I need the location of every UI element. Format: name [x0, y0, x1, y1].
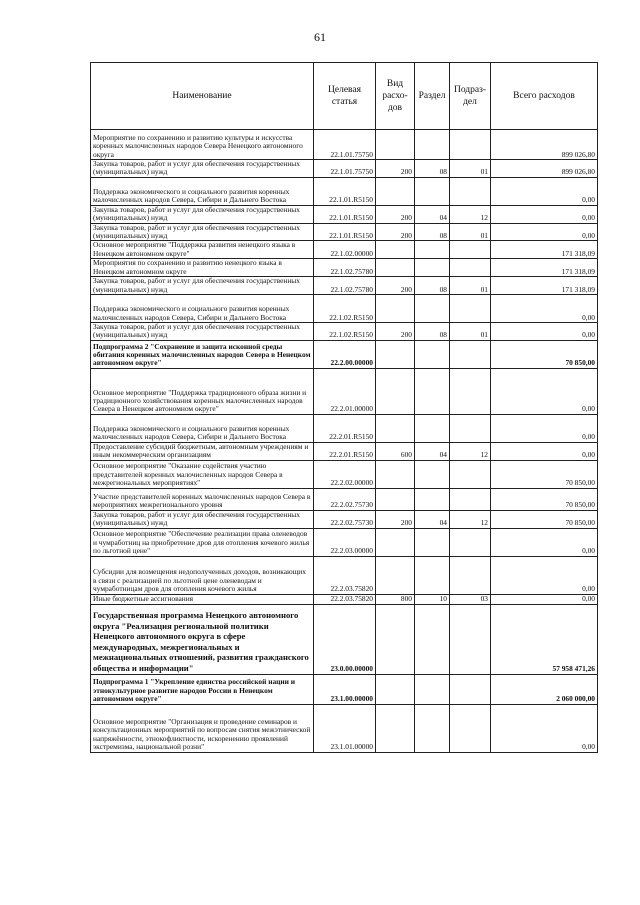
header-razdel: Раздел — [415, 63, 450, 130]
row-vid-cell: 800 — [376, 594, 415, 604]
row-total-cell: 70 850,00 — [491, 460, 598, 488]
row-podrazdel-cell: 12 — [450, 510, 491, 528]
table-row — [91, 241, 598, 259]
row-podrazdel-cell — [450, 704, 491, 752]
row-code-cell: 22.2.02.75730 — [314, 488, 376, 510]
row-name-cell: Предоставление субсидий бюджетным, автономным учреждениям и иным некоммерческим организациям — [91, 442, 314, 460]
row-name-cell: Закупка товаров, работ и услуг для обеспечения государственных (муниципальных) нужд — [91, 277, 314, 295]
row-podrazdel-cell: 12 — [450, 442, 491, 460]
table-row — [91, 340, 598, 368]
table-row — [91, 323, 598, 341]
table-row — [91, 259, 598, 277]
row-total-cell: 57 958 471,26 — [491, 604, 598, 674]
row-total-cell: 0,00 — [491, 594, 598, 604]
row-podrazdel-cell — [450, 241, 491, 259]
row-code-cell: 22.1.02.R5150 — [314, 295, 376, 323]
row-razdel-cell — [415, 704, 450, 752]
table-row — [91, 130, 598, 160]
row-code-cell: 22.1.01.75750 — [314, 160, 376, 178]
row-code-cell: 22.1.01.R5150 — [314, 223, 376, 241]
row-razdel-cell — [415, 295, 450, 323]
row-code-cell: 22.2.03.75820 — [314, 594, 376, 604]
row-code-cell: 22.2.00.00000 — [314, 340, 376, 368]
row-code-cell: 22.1.01.75750 — [314, 130, 376, 160]
row-podrazdel-cell — [450, 414, 491, 442]
row-razdel-cell — [415, 130, 450, 160]
row-code-cell: 22.1.01.R5150 — [314, 205, 376, 223]
table-row — [91, 442, 598, 460]
table-header-row — [91, 63, 598, 130]
row-vid-cell — [376, 604, 415, 674]
table-row — [91, 414, 598, 442]
row-razdel-cell — [415, 259, 450, 277]
row-code-cell: 22.2.02.00000 — [314, 460, 376, 488]
row-vid-cell — [376, 130, 415, 160]
row-name-cell: Основное мероприятие "Организация и проведение семинаров и консультационных мероприятий по вопросам снятия межэтнической напряжённости, этнокофликтности, искоренению проявлений экстремизма, национальной розни" — [91, 704, 314, 752]
row-code-cell: 22.2.03.00000 — [314, 528, 376, 556]
table-row — [91, 295, 598, 323]
row-podrazdel-cell — [450, 130, 491, 160]
row-name-cell: Закупка товаров, работ и услуг для обеспечения государственных (муниципальных) нужд — [91, 510, 314, 528]
row-total-cell: 899 026,80 — [491, 130, 598, 160]
row-razdel-cell — [415, 460, 450, 488]
row-name-cell: Подпрограмма 2 "Сохранение и защита исконной среды обитания коренных малочисленных народов Севера в Ненецком автономном округе" — [91, 340, 314, 368]
row-code-cell: 22.1.02.00000 — [314, 241, 376, 259]
row-vid-cell — [376, 528, 415, 556]
table-row — [91, 510, 598, 528]
row-razdel-cell — [415, 488, 450, 510]
row-vid-cell — [376, 414, 415, 442]
header-code: Целевая статья — [314, 63, 376, 130]
table-row — [91, 488, 598, 510]
row-name-cell: Поддержка экономического и социального развития коренных малочисленных народов Севера, Сибири и Дальнего Востока — [91, 177, 314, 205]
row-podrazdel-cell: 01 — [450, 323, 491, 341]
row-code-cell: 22.1.02.R5150 — [314, 323, 376, 341]
row-razdel-cell — [415, 368, 450, 414]
row-razdel-cell — [415, 414, 450, 442]
row-razdel-cell — [415, 340, 450, 368]
page-number: 61 — [314, 30, 326, 44]
row-code-cell: 22.2.03.75820 — [314, 556, 376, 594]
row-podrazdel-cell: 01 — [450, 277, 491, 295]
row-razdel-cell: 10 — [415, 594, 450, 604]
row-razdel-cell — [415, 604, 450, 674]
row-vid-cell: 200 — [376, 160, 415, 178]
row-vid-cell — [376, 704, 415, 752]
table-row — [91, 704, 598, 752]
row-podrazdel-cell: 03 — [450, 594, 491, 604]
header-podrazdel: Подраз-дел — [450, 63, 491, 130]
row-total-cell: 171 318,09 — [491, 241, 598, 259]
row-code-cell: 22.2.01.R5150 — [314, 414, 376, 442]
row-vid-cell: 200 — [376, 277, 415, 295]
table-row — [91, 604, 598, 674]
table-row — [91, 460, 598, 488]
row-razdel-cell: 08 — [415, 277, 450, 295]
row-name-cell: Закупка товаров, работ и услуг для обеспечения государственных (муниципальных) нужд — [91, 160, 314, 178]
row-code-cell: 23.1.00.00000 — [314, 674, 376, 704]
row-podrazdel-cell — [450, 528, 491, 556]
row-code-cell: 23.1.01.00000 — [314, 704, 376, 752]
row-name-cell: Государственная программа Ненецкого автономного округа "Реализация региональной политики Ненецкого автономного округа в сфере международных, межрегиональных и межнациональных отношений, развития гражданского общества и информации" — [91, 604, 314, 674]
row-name-cell: Основное мероприятие "Поддержка традиционного образа жизни и традиционного хозяйствования коренных малочисленных народов Севера в Ненецком автономном округе" — [91, 368, 314, 414]
header-vid: Вид расхо-дов — [376, 63, 415, 130]
row-razdel-cell: 08 — [415, 160, 450, 178]
table-row — [91, 160, 598, 178]
row-podrazdel-cell — [450, 259, 491, 277]
row-vid-cell — [376, 259, 415, 277]
row-podrazdel-cell — [450, 460, 491, 488]
row-code-cell: 22.2.01.R5150 — [314, 442, 376, 460]
row-code-cell: 23.0.00.00000 — [314, 604, 376, 674]
row-total-cell: 171 318,09 — [491, 259, 598, 277]
row-razdel-cell: 04 — [415, 442, 450, 460]
row-name-cell: Закупка товаров, работ и услуг для обеспечения государственных (муниципальных) нужд — [91, 205, 314, 223]
row-podrazdel-cell — [450, 295, 491, 323]
row-total-cell: 0,00 — [491, 368, 598, 414]
row-total-cell: 0,00 — [491, 442, 598, 460]
row-razdel-cell: 04 — [415, 510, 450, 528]
row-total-cell: 0,00 — [491, 323, 598, 341]
row-razdel-cell — [415, 177, 450, 205]
row-razdel-cell — [415, 241, 450, 259]
row-total-cell: 2 060 000,00 — [491, 674, 598, 704]
row-vid-cell — [376, 340, 415, 368]
row-razdel-cell — [415, 528, 450, 556]
row-vid-cell — [376, 295, 415, 323]
table-row — [91, 556, 598, 594]
row-podrazdel-cell — [450, 177, 491, 205]
row-vid-cell — [376, 674, 415, 704]
row-razdel-cell: 08 — [415, 323, 450, 341]
row-podrazdel-cell — [450, 368, 491, 414]
row-vid-cell: 600 — [376, 442, 415, 460]
row-total-cell: 171 318,09 — [491, 277, 598, 295]
row-name-cell: Поддержка экономического и социального развития коренных малочисленных народов Севера, Сибири и Дальнего Востока — [91, 295, 314, 323]
row-total-cell: 0,00 — [491, 205, 598, 223]
budget-table — [90, 62, 598, 753]
row-vid-cell — [376, 460, 415, 488]
row-total-cell: 0,00 — [491, 295, 598, 323]
table-row — [91, 368, 598, 414]
table-row — [91, 674, 598, 704]
row-podrazdel-cell — [450, 556, 491, 594]
row-vid-cell: 200 — [376, 223, 415, 241]
row-name-cell: Субсидии для возмещения недополученных доходов, возникающих в связи с реализацией по льготной цене оленеводам и чумработницам дров для отопления кочевого жилья — [91, 556, 314, 594]
row-podrazdel-cell: 12 — [450, 205, 491, 223]
row-name-cell: Мероприятия по сохранению и развитию ненецкого языка в Ненецком автономном округе — [91, 259, 314, 277]
row-total-cell: 0,00 — [491, 528, 598, 556]
row-razdel-cell: 08 — [415, 223, 450, 241]
row-total-cell: 70 850,00 — [491, 340, 598, 368]
table-row — [91, 528, 598, 556]
row-name-cell: Основное мероприятие "Поддержка развития ненецкого языка в Ненецком автономном округе" — [91, 241, 314, 259]
row-vid-cell: 200 — [376, 205, 415, 223]
row-code-cell: 22.1.02.75780 — [314, 259, 376, 277]
row-vid-cell — [376, 368, 415, 414]
row-total-cell: 899 026,80 — [491, 160, 598, 178]
row-vid-cell — [376, 488, 415, 510]
row-vid-cell — [376, 556, 415, 594]
table-row — [91, 223, 598, 241]
row-name-cell: Поддержка экономического и социального развития коренных малочисленных народов Севера, Сибири и Дальнего Востока — [91, 414, 314, 442]
row-name-cell: Основное мероприятие "Обеспечение реализации права оленеводов и чумработниц на приобретение дров для отопления кочевого жилья по льготной цене" — [91, 528, 314, 556]
row-total-cell: 0,00 — [491, 556, 598, 594]
row-total-cell: 0,00 — [491, 414, 598, 442]
table-body — [91, 130, 598, 753]
row-vid-cell: 200 — [376, 323, 415, 341]
row-total-cell: 0,00 — [491, 177, 598, 205]
row-podrazdel-cell: 01 — [450, 160, 491, 178]
row-vid-cell — [376, 177, 415, 205]
header-total: Всего расходов — [491, 63, 598, 130]
row-total-cell: 0,00 — [491, 223, 598, 241]
row-code-cell: 22.1.01.R5150 — [314, 177, 376, 205]
row-name-cell: Подпрограмма 1 "Укрепление единства российской нации и этнокультурное развитие народов России в Ненецком автономном округе" — [91, 674, 314, 704]
header-name: Наименование — [91, 63, 314, 130]
row-name-cell: Мероприятие по сохранению и развитию культуры и искусства коренных малочисленных народов Севера Ненецкого автономного округа — [91, 130, 314, 160]
row-podrazdel-cell — [450, 674, 491, 704]
row-razdel-cell: 04 — [415, 205, 450, 223]
table-row — [91, 594, 598, 604]
row-razdel-cell — [415, 556, 450, 594]
row-total-cell: 70 850,00 — [491, 510, 598, 528]
row-name-cell: Участие представителей коренных малочисленных народов Севера в мероприятиях межрегионального уровня — [91, 488, 314, 510]
row-code-cell: 22.1.02.75780 — [314, 277, 376, 295]
row-podrazdel-cell — [450, 604, 491, 674]
row-code-cell: 22.2.01.00000 — [314, 368, 376, 414]
row-vid-cell: 200 — [376, 510, 415, 528]
row-podrazdel-cell: 01 — [450, 223, 491, 241]
table-row — [91, 177, 598, 205]
row-podrazdel-cell — [450, 340, 491, 368]
row-name-cell: Основное мероприятие "Оказание содействия участию представителей коренных малочисленных народов Севера в межрегиональных мероприятиях" — [91, 460, 314, 488]
table-row — [91, 277, 598, 295]
row-code-cell: 22.2.02.75730 — [314, 510, 376, 528]
row-podrazdel-cell — [450, 488, 491, 510]
row-total-cell: 70 850,00 — [491, 488, 598, 510]
row-total-cell: 0,00 — [491, 704, 598, 752]
row-razdel-cell — [415, 674, 450, 704]
row-name-cell: Закупка товаров, работ и услуг для обеспечения государственных (муниципальных) нужд — [91, 323, 314, 341]
row-name-cell: Иные бюджетные ассигнования — [91, 594, 314, 604]
table-row — [91, 205, 598, 223]
row-name-cell: Закупка товаров, работ и услуг для обеспечения государственных (муниципальных) нужд — [91, 223, 314, 241]
row-vid-cell — [376, 241, 415, 259]
